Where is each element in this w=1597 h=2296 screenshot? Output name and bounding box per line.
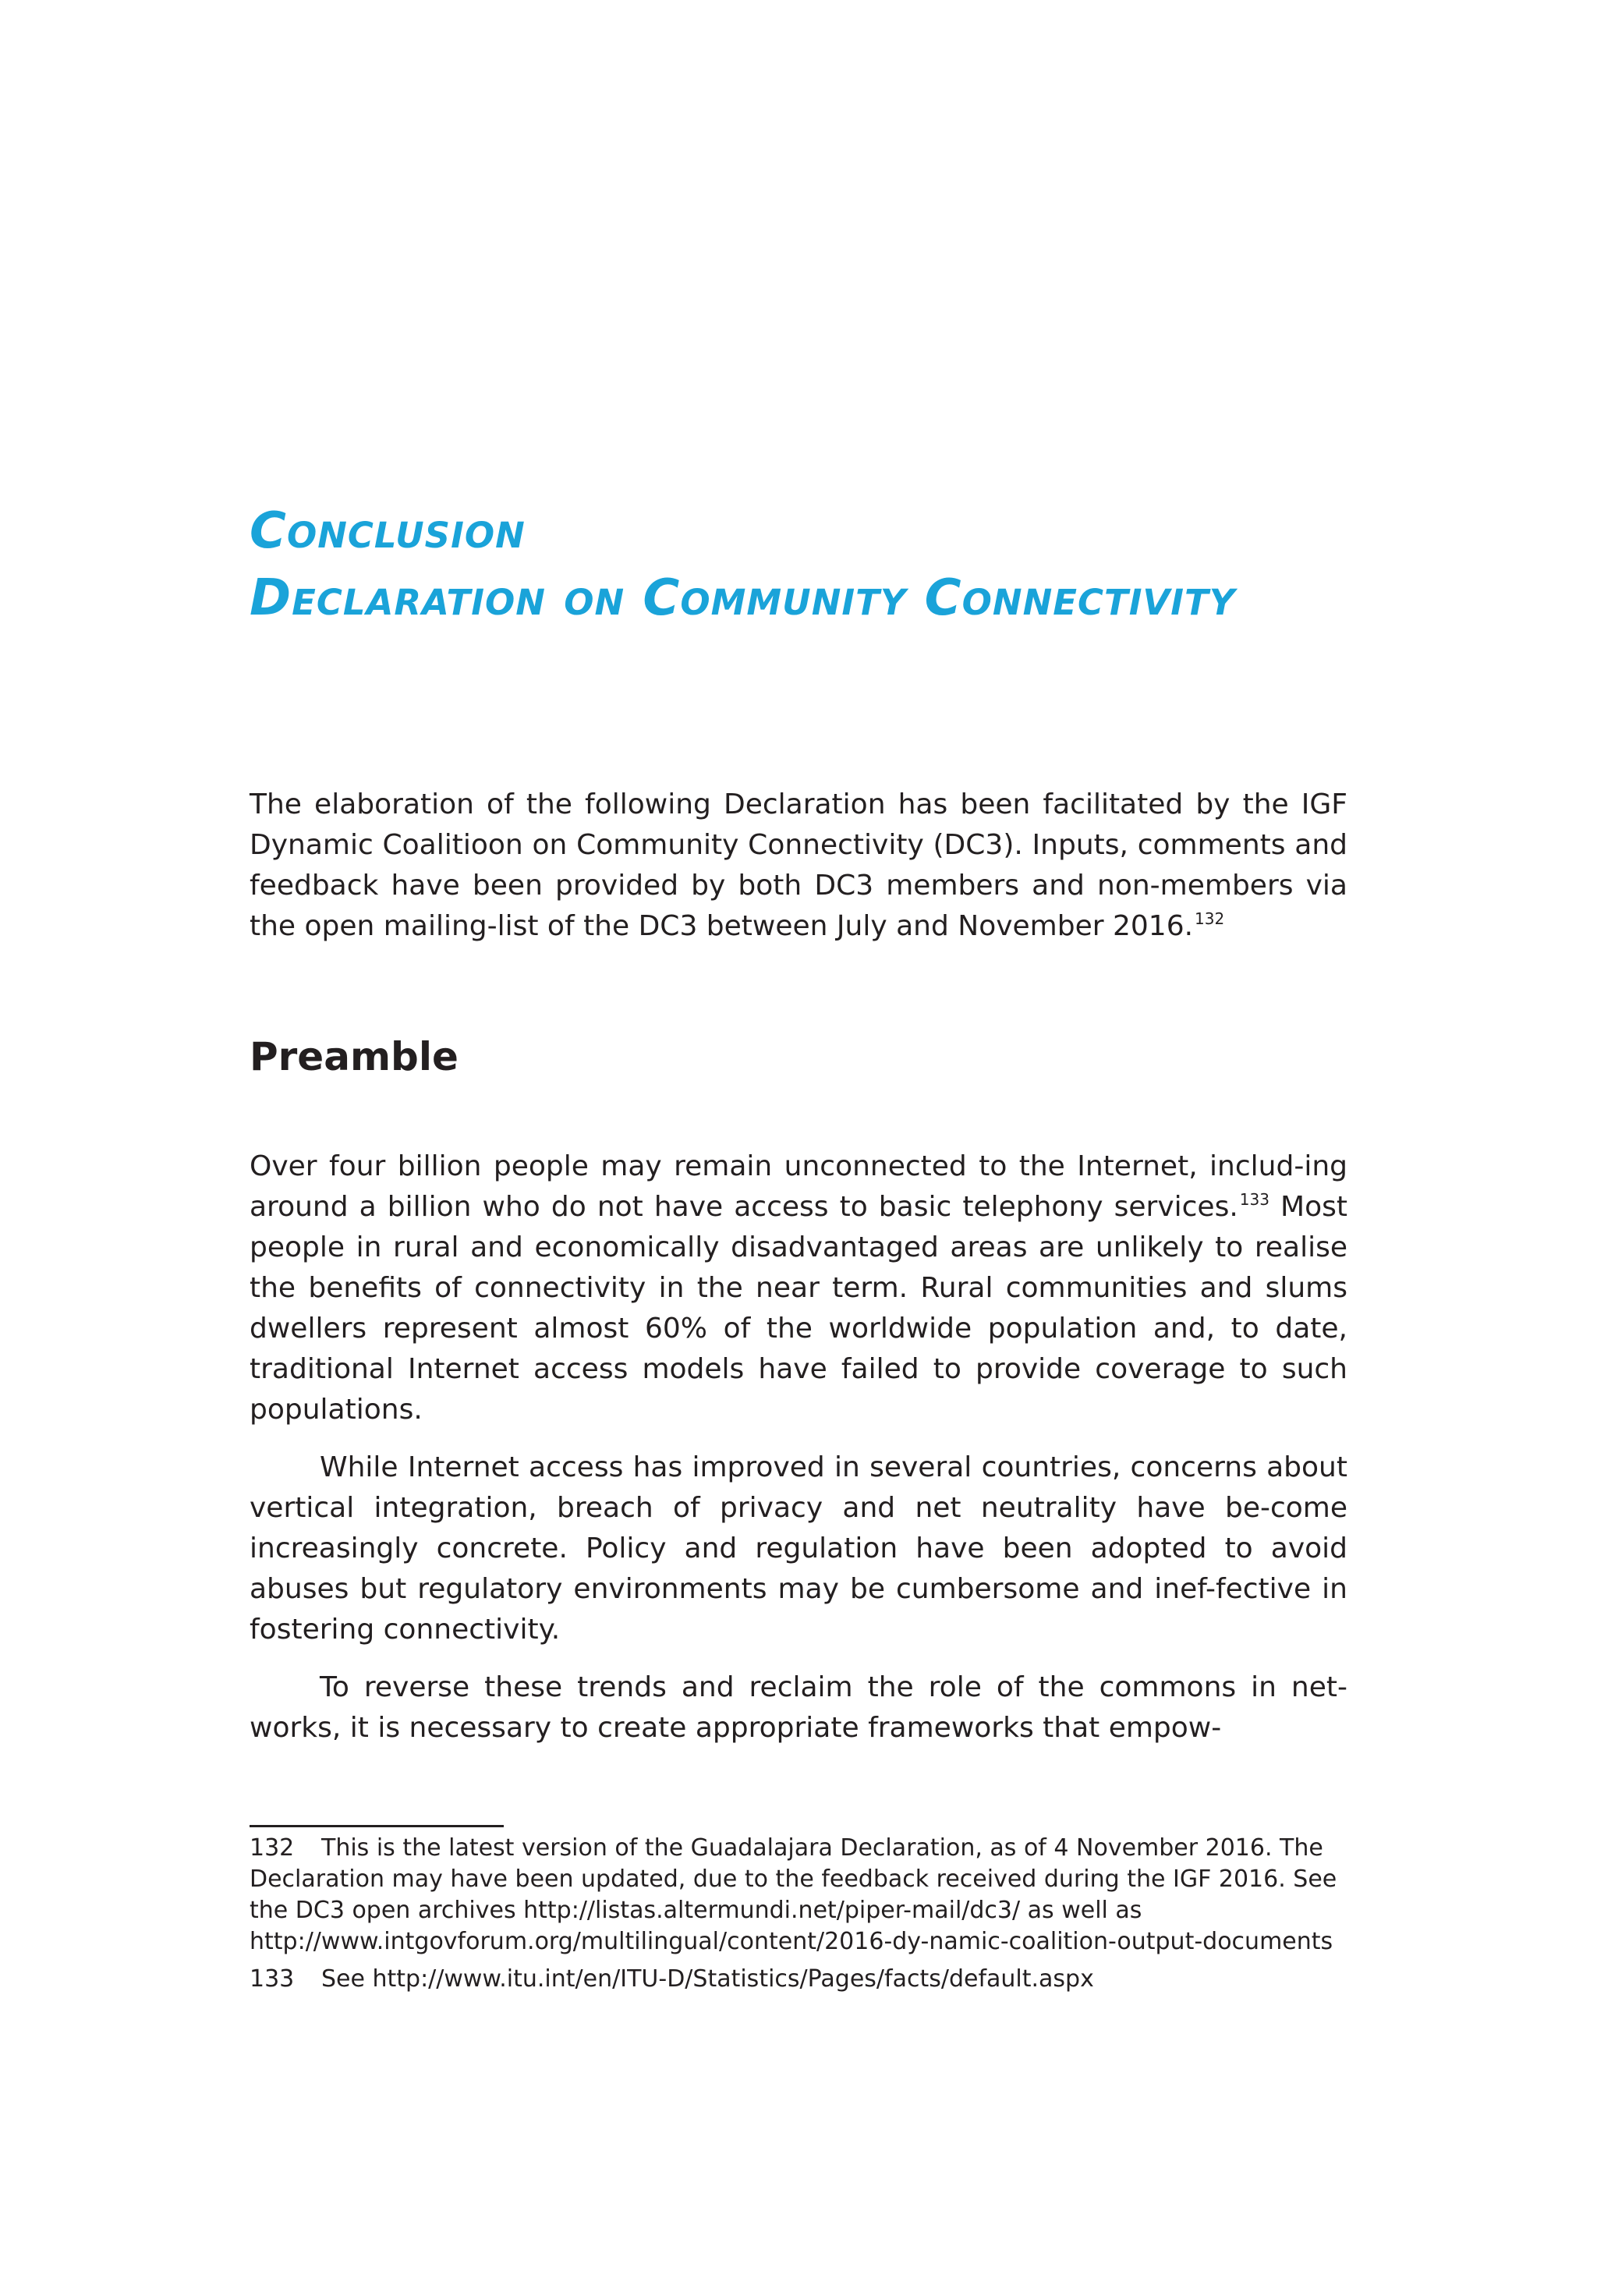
preamble-body (250, 1146, 1347, 1766)
footnote-text: See http://www.itu.int/en/ITU-D/Statistics/Pages/facts/default.aspx (321, 1965, 1094, 1993)
footnotes (250, 1833, 1347, 2001)
footnote-132 (250, 1833, 1347, 1958)
intro-paragraph (250, 785, 1347, 947)
footnote-text: This is the latest version of the Guadalajara Declaration, as of 4 November 2016. The Declaration may have been updated, due to the feedback received during the IGF 2016. See the DC3 open archives http://listas.altermundi.net/piper-mail/dc3/ as well as http://www.intgovforum.org/multilingual/content/2016-dy-namic-coalition-output-documents (250, 1834, 1337, 1955)
footnote-number: 132 (250, 1834, 295, 1862)
footnote-number: 133 (250, 1965, 295, 1993)
footnote-ref-132[interactable]: 132 (1195, 909, 1225, 928)
preamble-paragraph-2: While Internet access has improved in several countries, concerns about vertical integration, breach of privacy and net neutrality have be-come increasingly concrete. Policy and regulation have been adopted to avoid abuses but regulatory environments may be cumbersome and inef-fective in fostering connectivity. (250, 1451, 1347, 1646)
preamble-paragraph-1 (250, 1146, 1347, 1430)
preamble-paragraph-3: To reverse these trends and reclaim the role of the commons in net-works, it is necessary to create appropriate frameworks that empow- (250, 1671, 1347, 1744)
chapter-title (250, 498, 1347, 632)
preamble-paragraph-1-part-b: Most people in rural and economically disadvantaged areas are unlikely to realise the benefits of connectivity in the near term. Rural communities and slums dwellers represent almost 60% of the worldwide population and, to date, traditional Internet access models have failed to provide coverage to such populations. (250, 1191, 1347, 1426)
section-heading-preamble: Preamble (250, 1034, 459, 1079)
footnote-separator (250, 1825, 504, 1827)
preamble-paragraph-1-part-a: Over four billion people may remain unconnected to the Internet, includ-ing around a billion who do not have access to basic telephony services. (250, 1150, 1347, 1223)
chapter-title-line-2: Declaration on Community Connectivity (250, 569, 1236, 627)
footnote-133 (250, 1964, 1347, 1995)
chapter-title-line-1: Conclusion (250, 502, 526, 560)
intro-text: The elaboration of the following Declaration has been facilitated by the IGF Dynamic Coalitioon on Community Connectivity (DC3). Inputs, comments and feedback have been provided by both DC3 members and non-members via the open mailing-list of the DC3 between July and November 2016. (250, 788, 1347, 942)
footnote-ref-133[interactable]: 133 (1239, 1190, 1269, 1209)
document-page (250, 0, 1347, 2296)
